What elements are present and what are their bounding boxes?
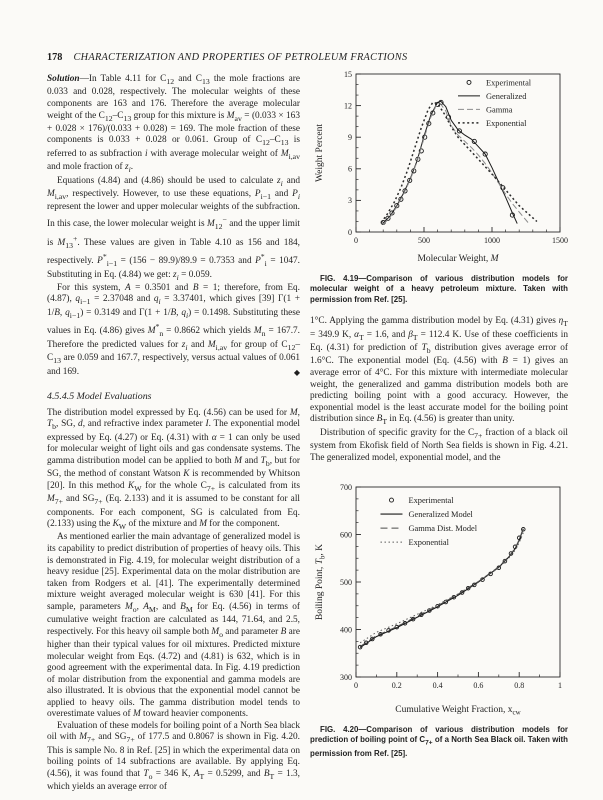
svg-text:500: 500 [340,577,352,587]
fig-4-20-caption: FIG. 4.20—Comparison of various distribution models for prediction of boiling point of $C_{7+}$ of a North Sea Black oil. Taken with permission from Ref. [25]. [310,725,568,759]
svg-text:Gamma: Gamma [486,105,513,115]
paragraph-distribution-model: The distribution model expressed by Eq. (4.56) can be used for M, $T_b$, SG, d, and refractive index parameter I. The exponential model expressed by Eq. (4.27) or Eq. (4.31) with α = 1 can only be used for molecular weight of light oils and gas condensate systems. The gamma distribution model can be applied to both M and $T_b$, but for SG, the method of constant Watson K is recommended by Whitson [20]. In this method $K_W$ for the whole $C_{7+}$ is calculated from its $M_{7+}$ and $SG_{7+}$ (Eq. 2.133) and it is assumed to be constant for all components. For each component, SG is calculated from Eq. (2.133) using the $K_W$ of the mixture and M for the component. [47,407,300,531]
svg-text:500: 500 [418,236,430,245]
svg-text:0.8: 0.8 [514,681,525,691]
section-heading: 4.5.4.5 Model Evaluations [47,391,152,403]
svg-text:Experimental: Experimental [408,496,454,506]
svg-text:3: 3 [348,196,352,206]
paragraph-boiling-point-eval: Evaluation of these models for boiling point of a North Sea black oil with $M_{7+}$ and $SG_{7+}$ of 177.5 and 0.8067 is shown in Fig. 4.20. This is sample No. 8 in Ref. [25] in which the experimental data on boiling points of 14 subfractions are available. By applying Eq. (4.56), it was found that $T_o = 346$ K, $A_T = 0.5299$, and $B_T = 1.3$, which yields an average error of [47,720,300,793]
svg-text:Experimental: Experimental [486,78,532,88]
figure-4-20 [310,477,568,760]
svg-text:400: 400 [340,625,352,635]
right-column [310,66,568,760]
paragraph-generalized-advantage: As mentioned earlier the main advantage of generalized model is its capability to predict distribution of properties of heavy oils. This is demonstrated in Fig. 4.19, for molecular weight distribution of a heavy residue [25]. Experimental data on the molar distribution are taken from Rodgers et al. [41]. The experimentally determined mixture weight averaged molecular weight is 630 [41]. For this sample, parameters $M_o$, $A_M$, and $B_M$ for Eq. (4.56) in terms of cumulative weight fraction are calculated as 144, 71.64, and 2.5, respectively. For this heavy oil sample both $M_o$ and parameter B are higher than their typical values for oil mixtures. Predicted mixture molecular weight from Eqs. (4.72) and (4.81) is 632, which is in good agreement with the experimental data. In Fig. 4.19 prediction of molar distribution from the exponential and gamma models are also illustrated. It is obvious that the exponential model cannot be applied to heavy oils. The gamma distribution model tends to overestimate values of M toward heavier components. [47,532,300,720]
svg-text:Weight Percent: Weight Percent [315,123,325,183]
svg-text:15: 15 [344,69,352,79]
left-column [47,74,300,794]
figure-4-19 [310,66,568,305]
svg-text:0.2: 0.2 [391,681,402,691]
svg-text:0: 0 [354,681,358,691]
svg-text:300: 300 [340,672,352,682]
svg-text:600: 600 [340,530,352,540]
svg-text:0: 0 [354,236,358,245]
paragraph-system: For this system, A = 0.3501 and B = 1; therefore, from Eq. (4.87), $q_{i-1} = 2.37048$ and $q_i = 3.37401$, which gives [39] Γ(1 + 1/B, $q_{i-1}) = 0.3149$ and Γ(1 + 1/B, $q_i) = 0.1498$. Substituting these values in Eq. (4.86) gives $M^*_n = 0.8662$ which yields $M_n = 167.7$. Therefore the predicted values for $z_i$ and $M_{i,av}$ for group of $C_{12}-C_{13}$ are 0.059 and 167.7, respectively, versus actual values of 0.061 and 169. ◆ [47,282,301,377]
svg-text:1500: 1500 [552,236,568,245]
svg-text:Exponential: Exponential [408,538,449,548]
svg-text:0: 0 [348,227,352,237]
svg-text:Cumulative Weight Fraction, xc: Cumulative Weight Fraction, $x_{cw}$ [395,705,521,717]
svg-text:12: 12 [344,101,352,111]
svg-text:Exponential: Exponential [486,118,527,128]
svg-text:0.6: 0.6 [473,681,484,691]
svg-text:6: 6 [348,164,352,174]
page-header [47,52,567,63]
svg-text:Generalized Model: Generalized Model [408,510,473,520]
page-number: 178 [47,52,63,63]
svg-text:700: 700 [340,482,352,492]
fig-4-20-chart [310,477,572,717]
svg-text:1000: 1000 [484,236,500,245]
svg-text:Gamma Dist. Model: Gamma Dist. Model [408,524,478,534]
paragraph-solution: Solution—In Table 4.11 for $C_{12}$ and $C_{13}$ the mole fractions are 0.033 and 0.028, respectively. The molecular weights of these components are 163 and 176. Therefore the average molecular weight of the $C_{12}-C_{13}$ group for this mixture is $M_{av} = (0.033 \times 163 + 0.028 \times 176)/(0.033 + 0.028) = 169$. The mole fraction of these components is 0.033 + 0.028 or 0.061. Group of $C_{12}-C_{13}$ is referred to as subfraction i with average molecular weight of $M_{i,av}$ and mole fraction of $z_i$. [47,74,301,175]
svg-text:9: 9 [348,133,352,142]
svg-text:Generalized: Generalized [486,91,527,101]
paragraph-specific-gravity: Distribution of specific gravity for the $C_{7+}$ fraction of a black oil system from Ekofisk field of North Sea fields is shown in Fig. 4.21. The generalized model, exponential model, and the [310,427,568,463]
fig-4-19-chart [310,66,572,266]
running-head: CHARACTERIZATION AND PROPERTIES OF PETROLEUM FRACTIONS [73,52,408,63]
svg-text:Molecular Weight, M: Molecular Weight, M [417,254,499,264]
fig-4-19-caption: FIG. 4.19—Comparison of various distribution models for molecular weight of a heavy petroleum mixture. Taken with permission from Ref. [25]. [310,274,568,304]
svg-text:Boiling Point, Tb, K: Boiling Point, $T_b$, K [315,544,327,621]
paragraph-gamma-model: 1°C. Applying the gamma distribution model by Eq. (4.31) gives $\eta_T = 349.9$ K, $\alpha_T = 1.6$, and $\beta_T = 112.4$ K. Use of these coefficients in Eq. (4.31) for prediction of $T_b$ distribution gives average error of 1.6°C. The exponential model (Eq. (4.56) with B = 1) gives an average error of 4°C. For this mixture with intermediate molecular weight, the generalized and gamma distribution models both are predicting boiling point with a good accuracy. However, the exponential model is the least accurate model for the boiling point distribution since $B_T$ in Eq. (4.56) is greater than unity. [310,316,569,427]
paragraph-equations: Equations (4.84) and (4.86) should be used to calculate $z_i$ and $M_{i,av}$, respectively. However, to use these equations, $P_{i-1}$ and $P_i$ represent the lower and upper molecular weights of the subfraction. In this case, the lower molecular weight is $M_{12}^-$ and the upper limit is $M_{13}^+$. These values are given in Table 4.10 as 156 and 184, respectively. $P^*_{i-1} = (156 - 89.9)/89.9 = 0.7353$ and $P^*_i = 1047$. Substituting in Eq. (4.84) we get: $z_i = 0.059$. [47,175,301,282]
svg-text:1: 1 [558,681,562,691]
svg-text:0.4: 0.4 [432,681,443,691]
